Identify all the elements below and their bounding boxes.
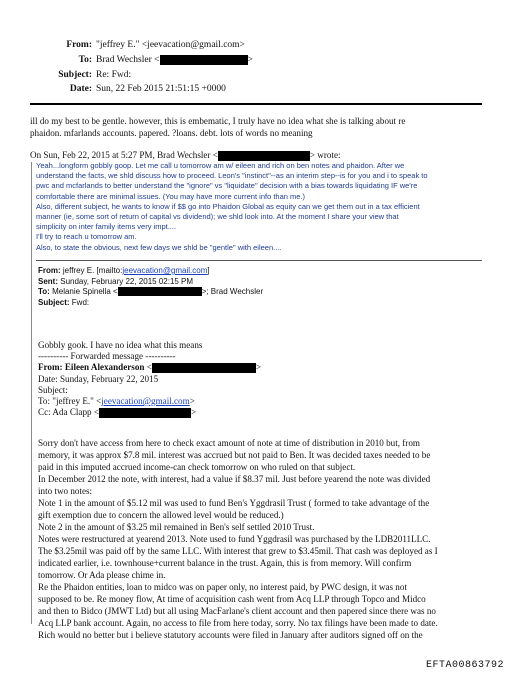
redaction-bar bbox=[118, 287, 202, 296]
forward1-subject-value: Fwd: bbox=[71, 297, 90, 307]
redaction-bar bbox=[218, 151, 310, 161]
body-line: Sorry don't have access from here to check exact amount of note at time of distribution in 2010 but, from bbox=[38, 438, 420, 448]
body-line: tomorrow. Or Ada please chime in. bbox=[38, 570, 166, 580]
forward2-cc bbox=[38, 407, 196, 418]
body-line: Note 1 in the amount of $5.12 mil was used to fund Ben's Yggdrasil Trust ( formed to take advantage of the bbox=[38, 498, 430, 508]
forward1-to-label: To: bbox=[38, 287, 50, 296]
quoted-line: Also, to state the obvious, next few days we shld be "gentle" with eileen.... bbox=[36, 242, 282, 252]
quote-header-suffix: > wrote: bbox=[309, 150, 341, 160]
forward2-to-end: > bbox=[189, 396, 195, 406]
reply-line-2: phaidon. mfarlands accounts. papered. ?loans. debt. lots of words no meaning bbox=[30, 128, 313, 138]
forward2-cc-end: > bbox=[190, 407, 197, 417]
document-id: EFTA00863792 bbox=[425, 660, 504, 671]
quoted-line: comfortable there are minimal issues. (You may have more current info than me.) bbox=[36, 191, 306, 201]
forward2-email-link[interactable]: jeevacation@gmail.com bbox=[101, 396, 190, 406]
body-line: The $3.25mil was paid off by the same LLC. With interest that grew to $3.45mil. That cash was deployed as I bbox=[38, 546, 438, 556]
date-label: Date: bbox=[69, 84, 92, 94]
redaction-bar bbox=[152, 363, 256, 373]
quoted-text bbox=[36, 161, 428, 253]
quoted-line: pwc and mcfarlands to better understand the "ignore" vs "liquidate" decision with a bias towards liquidating IF we're bbox=[36, 181, 418, 191]
body-line: into two notes: bbox=[38, 486, 93, 496]
body-line: Notes were restructured at yearend 2013. Note used to fund Yggdrasil was purchased by the LDB2011LLC. bbox=[38, 534, 431, 544]
forward2-to-prefix: To: "jeffrey E." < bbox=[38, 396, 102, 406]
forward2-from-open: < bbox=[146, 362, 152, 372]
subject-label: Subject: bbox=[58, 70, 92, 80]
quote-bar bbox=[31, 162, 32, 624]
redaction-bar bbox=[99, 408, 191, 418]
forward1-sent-label: Sent: bbox=[38, 276, 58, 286]
forward1-header bbox=[38, 266, 263, 308]
quoted-line: I'll try to reach u tomorrow am. bbox=[36, 232, 137, 242]
to-value bbox=[96, 55, 253, 65]
to-label: To: bbox=[78, 55, 92, 65]
forward2-cc-prefix: Cc: Ada Clapp < bbox=[38, 407, 99, 417]
reply-line-1: ill do my best to be gentle. however, this is embematic, I truly have no idea what she is talking about re bbox=[30, 116, 406, 126]
forward2-from-name: Eileen Alexanderson bbox=[64, 362, 145, 372]
subject-value: Re: Fwd: bbox=[96, 70, 132, 80]
forward2-from-label: From: bbox=[38, 362, 63, 372]
body-line: and then to Bidco (JMWT Ltd) but all using MacFarlane's client account and then papered since there was no bbox=[38, 606, 436, 616]
date-value: Sun, 22 Feb 2015 21:51:15 +0000 bbox=[96, 84, 226, 94]
forward2-from bbox=[38, 362, 261, 373]
forward1-subject-label: Subject: bbox=[38, 297, 70, 307]
forward1-to-tail: >; Brad Wechsler bbox=[201, 287, 264, 296]
body-line: Re the Phaidon entities, loan to midco was on paper only, no interest paid, by PWC design, it was not bbox=[38, 582, 407, 592]
forward-note: Gobbly gook. I have no idea what this means bbox=[38, 340, 203, 350]
to-name: Brad Wechsler < bbox=[96, 55, 160, 66]
forward1-from-label: From: bbox=[38, 266, 61, 275]
forward2-to bbox=[38, 396, 195, 407]
forward2-from-close: > bbox=[255, 362, 261, 372]
from-value: "jeffrey E." <jeevacation@gmail.com> bbox=[96, 40, 245, 50]
quote-header bbox=[30, 150, 341, 161]
quote-header-prefix: On Sun, Feb 22, 2015 at 5:27 PM, Brad Wechsler < bbox=[30, 150, 218, 160]
to-tail: > bbox=[247, 55, 253, 66]
body-line: gift exemption due to concern the allowed level would be reduced.) bbox=[38, 510, 284, 520]
body-line: paid in this imputed accrued income-can check tomorrow on who ruled on that subject. bbox=[38, 462, 356, 472]
header-divider bbox=[30, 103, 482, 105]
quoted-line: manner (ie, some sort of return of capital vs dividend); we shld look into. At the moment I share your view that bbox=[36, 212, 399, 222]
body-line: In December 2012 the note, with interest, had a value if $8.37 mil. Just before yearend the note was divided bbox=[38, 474, 431, 484]
forward1-to-value: Melanie Spinella < bbox=[52, 287, 118, 296]
quoted-line: simplicity on inter family items very impt.... bbox=[36, 222, 177, 232]
quoted-line: understand the facts, we shld discuss how to proceed. Leon's "instinct"--as an interim step--is for you and i to speak to bbox=[36, 171, 428, 181]
body-line: Note 2 in the amount of $3.25 mil remained in Ben's self settled 2010 Trust. bbox=[38, 522, 315, 532]
quoted-line: Also, different subject, he wants to know if $$ go into Phaidon Global as equity can we get them out in a tax efficient bbox=[36, 201, 420, 211]
body-line: Acq LLP bank account. Again, no access to file from here today, sorry. No tax filings have been made to date. bbox=[38, 618, 438, 628]
body-line: indicated earlier, i.e. townhouse+current balance in the trust. Again, this is from memory. Will confirm bbox=[38, 558, 412, 568]
redaction-bar bbox=[160, 55, 248, 65]
forward2-subject: Subject: bbox=[38, 385, 68, 395]
body-line: supposed to be. Re money flow, At time of acquisition cash went from Acq LLP through Topco and Midco bbox=[38, 594, 426, 604]
forward1-from-end: ] bbox=[207, 266, 210, 275]
forward-divider bbox=[36, 260, 482, 261]
body-line: Rich would no better but i believe statutory accounts were filed in January after auditors signed off on the bbox=[38, 630, 423, 640]
forward1-from-value: jeffrey E. [mailto: bbox=[62, 266, 123, 275]
body-line: memory, it was approx $7.8 mil. interest was accrued but not paid to Ben. It was decided taxes needed to be bbox=[38, 450, 431, 460]
forward1-email-link[interactable]: jeevacation@gmail.com bbox=[122, 266, 208, 275]
forward2-date: Date: Sunday, February 22, 2015 bbox=[38, 374, 159, 384]
forwarded-marker: ---------- Forwarded message ---------- bbox=[38, 351, 176, 361]
quoted-line: Yeah...longform gobbly goop. Let me call u tomorrow am w/ eileen and rich on ben notes and phaidon. After we bbox=[36, 161, 405, 170]
forward1-sent-value: Sunday, February 22, 2015 02:15 PM bbox=[60, 276, 194, 286]
from-label: From: bbox=[66, 40, 92, 50]
